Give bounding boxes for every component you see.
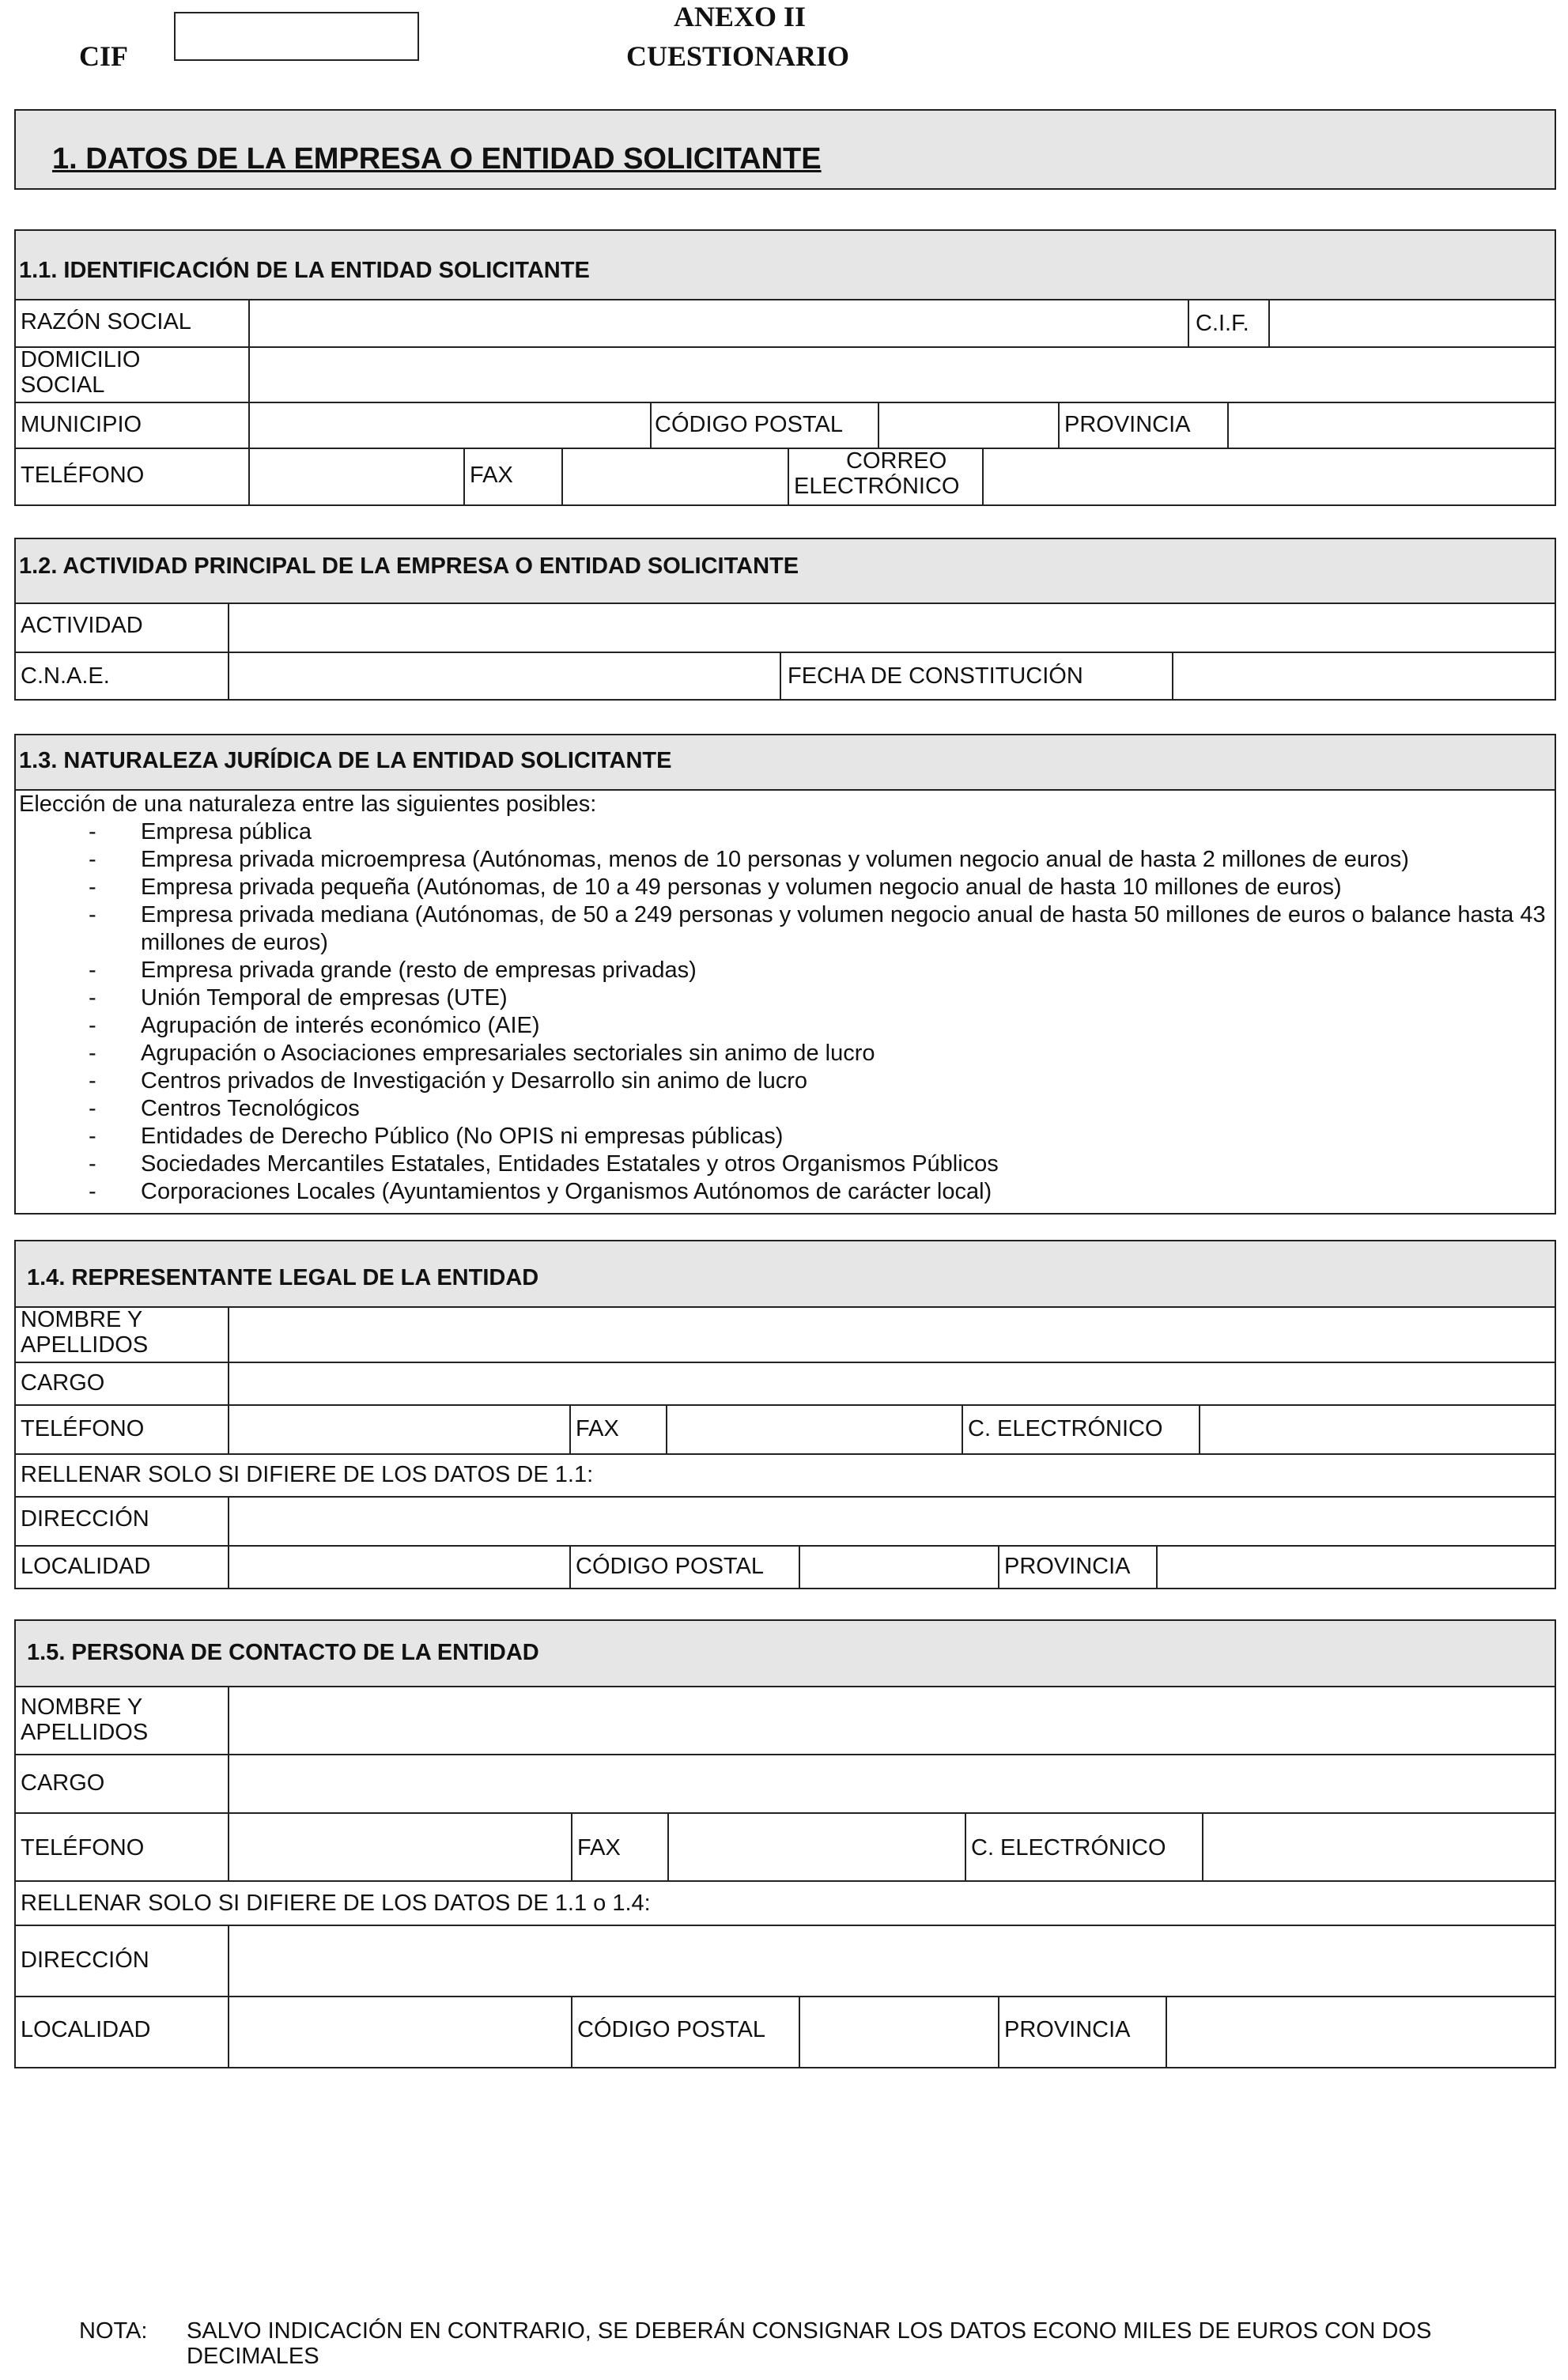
contact-localidad-input[interactable] [231, 1997, 568, 2067]
footer-note-text-line2: DECIMALES [187, 2344, 319, 2369]
contact-email-label: C. ELECTRÓNICO [971, 1835, 1166, 1861]
rep-localidad-label: LOCALIDAD [21, 1554, 151, 1579]
section-1-5-title: 1.5. PERSONA DE CONTACTO DE LA ENTIDAD [27, 1640, 539, 1665]
cif-field-input[interactable] [1271, 300, 1553, 345]
rep-fax-label: FAX [576, 1416, 619, 1441]
section-1-5 [14, 1619, 1556, 2068]
fecha-constitucion-input[interactable] [1175, 653, 1553, 699]
contact-email-input[interactable] [1205, 1814, 1553, 1879]
cnae-label: C.N.A.E. [21, 663, 110, 689]
section-1-4 [14, 1240, 1556, 1589]
section-1-1-title: 1.1. IDENTIFICACIÓN DE LA ENTIDAD SOLICITANTE [19, 258, 590, 283]
contact-note: RELLENAR SOLO SI DIFIERE DE LOS DATOS DE 1.1 o 1.4: [21, 1891, 651, 1916]
rep-localidad-input[interactable] [231, 1547, 566, 1588]
contact-cargo-label: CARGO [21, 1770, 105, 1796]
naturaleza-option[interactable]: - Agrupación de interés económico (AIE) [16, 1012, 1555, 1040]
rep-nombre-label-line1: NOMBRE Y [21, 1307, 143, 1332]
telefono-label: TELÉFONO [21, 463, 145, 488]
cif-field-label: C.I.F. [1196, 311, 1249, 336]
correo-label-line2: ELECTRÓNICO [794, 474, 960, 499]
contact-fax-label: FAX [577, 1835, 621, 1861]
rep-direccion-input[interactable] [231, 1498, 1553, 1543]
naturaleza-option[interactable]: - Empresa privada microempresa (Autónomas, menos de 10 personas y volumen negocio anual de hasta 2 millones de euros) [16, 846, 1555, 874]
domicilio-input[interactable] [251, 348, 1553, 400]
contact-nombre-input[interactable] [231, 1687, 1553, 1752]
codigo-postal-input[interactable] [881, 403, 1055, 446]
rep-direccion-label: DIRECCIÓN [21, 1506, 149, 1532]
rep-email-label: C. ELECTRÓNICO [968, 1416, 1163, 1441]
contact-provincia-label: PROVINCIA [1004, 2017, 1131, 2042]
rep-telefono-input[interactable] [231, 1406, 566, 1452]
correo-label-line1: CORREO [846, 448, 947, 474]
rep-provincia-label: PROVINCIA [1004, 1554, 1131, 1579]
razon-social-input[interactable] [251, 300, 1185, 345]
rep-provincia-input[interactable] [1159, 1547, 1553, 1588]
actividad-label: ACTIVIDAD [21, 613, 143, 638]
section-1-2 [14, 538, 1556, 701]
rep-telefono-label: TELÉFONO [21, 1416, 145, 1441]
rep-nombre-input[interactable] [231, 1308, 1553, 1360]
naturaleza-option[interactable]: - Unión Temporal de empresas (UTE) [16, 984, 1555, 1012]
rep-nombre-label-line2: APELLIDOS [21, 1332, 149, 1358]
naturaleza-options-list [16, 818, 1555, 1206]
rep-fax-input[interactable] [669, 1406, 958, 1452]
main-section-banner [14, 109, 1556, 190]
main-section-title: 1. DATOS DE LA EMPRESA O ENTIDAD SOLICITANTE [52, 142, 822, 176]
cif-input-box[interactable] [174, 12, 419, 61]
provincia-label: PROVINCIA [1064, 412, 1191, 437]
naturaleza-option[interactable]: - Centros Tecnológicos [16, 1095, 1555, 1123]
naturaleza-option[interactable]: - Sociedades Mercantiles Estatales, Entidades Estatales y otros Organismos Públicos [16, 1150, 1555, 1178]
page-subtitle: CUESTIONARIO [626, 40, 850, 72]
naturaleza-option[interactable]: - Empresa privada grande (resto de empresas privadas) [16, 957, 1555, 984]
rep-email-input[interactable] [1202, 1406, 1553, 1452]
domicilio-label-line2: SOCIAL [21, 372, 105, 398]
fax-input[interactable] [565, 449, 784, 504]
provincia-input[interactable] [1230, 403, 1553, 446]
contact-codigo-postal-label: CÓDIGO POSTAL [577, 2017, 765, 2042]
razon-social-label: RAZÓN SOCIAL [21, 309, 191, 334]
naturaleza-option[interactable]: - Empresa privada mediana (Autónomas, de 50 a 249 personas y volumen negocio anual de hasta 50 millones de euros o balance hasta 43 millones de euros) [16, 901, 1555, 957]
actividad-input[interactable] [231, 604, 1553, 650]
contact-direccion-label: DIRECCIÓN [21, 1947, 149, 1973]
correo-input[interactable] [985, 449, 1553, 504]
section-1-1 [14, 229, 1556, 506]
naturaleza-option[interactable]: - Empresa pública [16, 818, 1555, 846]
contact-fax-input[interactable] [671, 1814, 962, 1879]
telefono-input[interactable] [251, 449, 460, 504]
municipio-label: MUNICIPIO [21, 412, 142, 437]
rep-cargo-input[interactable] [231, 1363, 1553, 1403]
annex-title: ANEXO II [674, 1, 807, 32]
codigo-postal-label: CÓDIGO POSTAL [655, 412, 843, 437]
section-1-3 [14, 734, 1556, 1215]
footer-note-label: NOTA: [79, 2318, 148, 2344]
contact-nombre-label-line2: APELLIDOS [21, 1720, 149, 1745]
contact-telefono-input[interactable] [231, 1814, 568, 1879]
naturaleza-option[interactable]: - Entidades de Derecho Público (No OPIS ni empresas públicas) [16, 1123, 1555, 1150]
municipio-input[interactable] [251, 403, 647, 446]
contact-localidad-label: LOCALIDAD [21, 2017, 151, 2042]
naturaleza-intro: Elección de una naturaleza entre las siguientes posibles: [19, 791, 597, 817]
footer-note-text-line1: SALVO INDICACIÓN EN CONTRARIO, SE DEBERÁN CONSIGNAR LOS DATOS ECONO MILES DE EUROS CON DOS [187, 2318, 1432, 2344]
domicilio-label-line1: DOMICILIO [21, 347, 141, 372]
rep-codigo-postal-label: CÓDIGO POSTAL [576, 1554, 764, 1579]
naturaleza-option[interactable]: - Empresa privada pequeña (Autónomas, de 10 a 49 personas y volumen negocio anual de hasta 10 millones de euros) [16, 874, 1555, 901]
fax-label: FAX [470, 463, 513, 488]
rep-codigo-postal-input[interactable] [802, 1547, 995, 1588]
contact-telefono-label: TELÉFONO [21, 1835, 145, 1861]
section-1-4-title: 1.4. REPRESENTANTE LEGAL DE LA ENTIDAD [27, 1265, 539, 1290]
cnae-input[interactable] [231, 653, 776, 699]
naturaleza-option[interactable]: - Corporaciones Locales (Ayuntamientos y Organismos Autónomos de carácter local) [16, 1178, 1555, 1206]
contact-direccion-input[interactable] [231, 1926, 1553, 1994]
contact-nombre-label-line1: NOMBRE Y [21, 1694, 143, 1720]
section-1-3-title: 1.3. NATURALEZA JURÍDICA DE LA ENTIDAD SOLICITANTE [19, 748, 672, 773]
cif-label: CIF [79, 40, 128, 72]
fecha-constitucion-label: FECHA DE CONSTITUCIÓN [788, 663, 1083, 689]
contact-codigo-postal-input[interactable] [802, 1997, 995, 2067]
section-1-2-title: 1.2. ACTIVIDAD PRINCIPAL DE LA EMPRESA O ENTIDAD SOLICITANTE [19, 553, 799, 579]
contact-provincia-input[interactable] [1169, 1997, 1553, 2067]
naturaleza-option[interactable]: - Centros privados de Investigación y Desarrollo sin animo de lucro [16, 1067, 1555, 1095]
rep-cargo-label: CARGO [21, 1370, 105, 1396]
contact-cargo-input[interactable] [231, 1755, 1553, 1811]
naturaleza-option[interactable]: - Agrupación o Asociaciones empresariales sectoriales sin animo de lucro [16, 1040, 1555, 1067]
rep-note: RELLENAR SOLO SI DIFIERE DE LOS DATOS DE 1.1: [21, 1462, 594, 1487]
